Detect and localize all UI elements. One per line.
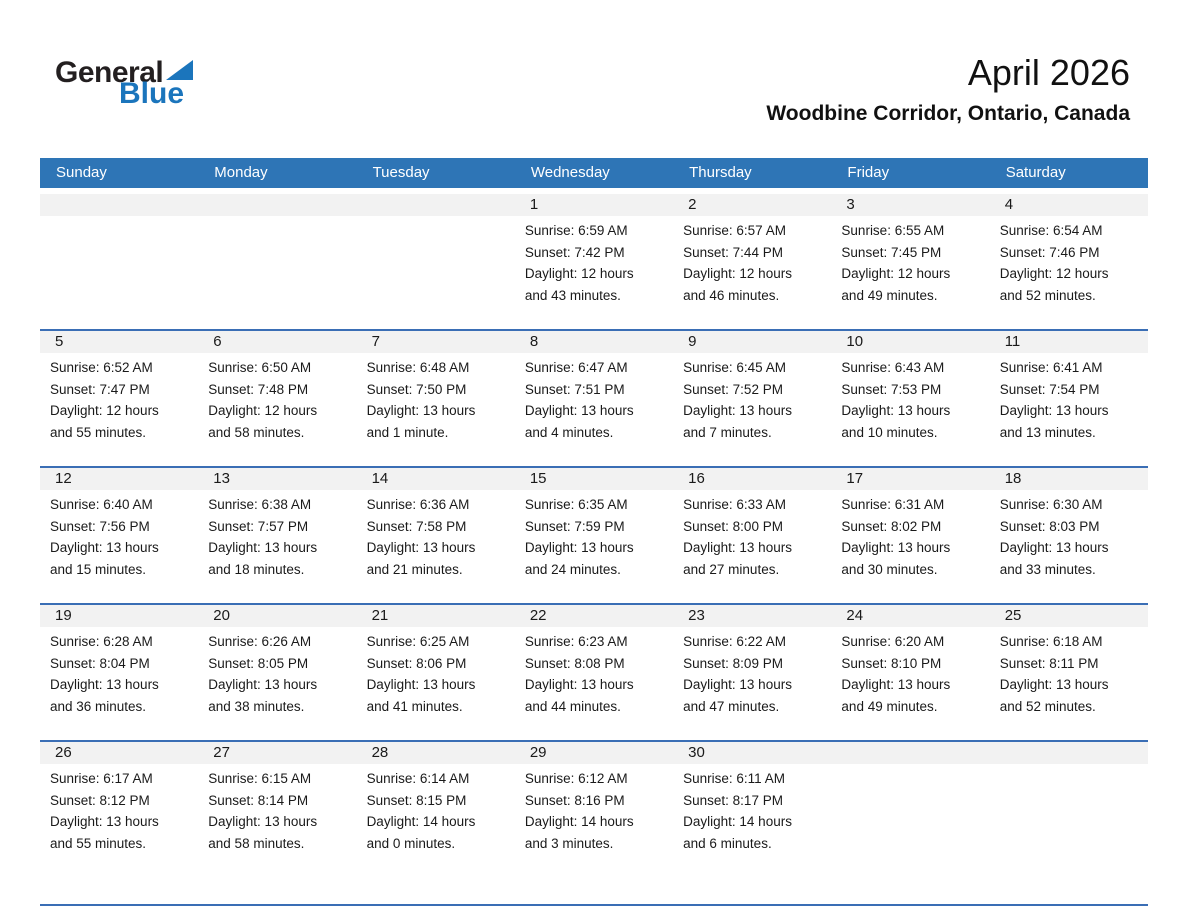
week-row xyxy=(40,603,1148,740)
daylight-text-line2: and 10 minutes. xyxy=(841,424,938,440)
day-details xyxy=(673,216,831,306)
day-cell xyxy=(198,605,356,717)
daylight-text-line1: Daylight: 13 hours xyxy=(683,403,792,418)
day-details xyxy=(40,627,198,717)
day-number: 5 xyxy=(40,331,198,353)
day-cell xyxy=(357,331,515,443)
day-details xyxy=(673,764,831,854)
daylight-text-line2: and 7 minutes. xyxy=(683,424,772,440)
day-cell xyxy=(40,605,198,717)
sunrise-text: Sunrise: 6:28 AM xyxy=(50,634,153,649)
sunrise-text: Sunrise: 6:38 AM xyxy=(208,497,312,512)
empty-day-cell xyxy=(990,742,1148,854)
sunset-text: Sunset: 7:56 PM xyxy=(50,518,150,534)
daylight-text-line1: Daylight: 13 hours xyxy=(366,540,476,555)
sunset-text: Sunset: 8:17 PM xyxy=(683,792,783,808)
daylight-text-line2: and 27 minutes. xyxy=(683,561,780,577)
sunset-text: Sunset: 7:54 PM xyxy=(999,381,1100,397)
daylight-text-line1: Daylight: 12 hours xyxy=(50,403,159,418)
day-number: 6 xyxy=(198,331,356,353)
daylight-text-line1: Daylight: 13 hours xyxy=(999,540,1109,555)
daylight-text-line2: and 13 minutes. xyxy=(999,424,1096,440)
daylight-text-line1: Daylight: 13 hours xyxy=(841,540,951,555)
weekday-header-wednesday: Wednesday xyxy=(530,164,610,181)
sunset-text: Sunset: 8:00 PM xyxy=(683,518,783,534)
sunrise-text: Sunrise: 6:47 AM xyxy=(524,360,628,375)
day-cell xyxy=(515,194,673,306)
day-cell xyxy=(831,605,989,717)
day-details xyxy=(357,490,515,580)
day-details xyxy=(673,490,831,580)
daylight-text-line1: Daylight: 13 hours xyxy=(841,677,951,692)
day-details xyxy=(831,627,989,717)
sunset-text: Sunset: 8:14 PM xyxy=(208,792,309,808)
day-number xyxy=(357,194,515,216)
daylight-text-line1: Daylight: 13 hours xyxy=(524,677,634,692)
day-number: 2 xyxy=(673,194,831,216)
sunset-text: Sunset: 8:11 PM xyxy=(999,655,1099,671)
day-number: 25 xyxy=(990,605,1148,627)
day-number: 12 xyxy=(40,468,198,490)
day-cell xyxy=(198,331,356,443)
day-details xyxy=(673,353,831,443)
month-title: April 2026 xyxy=(967,52,1130,93)
daylight-text-line2: and 52 minutes. xyxy=(999,287,1096,303)
daylight-text-line2: and 21 minutes. xyxy=(366,561,463,577)
day-number: 19 xyxy=(40,605,198,627)
day-details xyxy=(198,216,356,220)
daylight-text-line1: Daylight: 13 hours xyxy=(208,814,318,829)
sunset-text: Sunset: 7:50 PM xyxy=(366,381,467,397)
daylight-text-line2: and 0 minutes. xyxy=(366,835,456,851)
daylight-text-line1: Daylight: 13 hours xyxy=(841,403,951,418)
sunrise-text: Sunrise: 6:35 AM xyxy=(524,497,628,512)
sunset-text: Sunset: 7:42 PM xyxy=(524,244,625,260)
sunset-text: Sunset: 7:53 PM xyxy=(841,381,942,397)
day-cell xyxy=(40,331,198,443)
day-cell xyxy=(357,468,515,580)
day-number: 4 xyxy=(990,194,1148,216)
sunset-text: Sunset: 8:03 PM xyxy=(999,518,1100,534)
sunset-text: Sunset: 8:10 PM xyxy=(841,655,942,671)
daylight-text-line1: Daylight: 14 hours xyxy=(524,814,634,829)
day-details xyxy=(357,353,515,443)
daylight-text-line1: Daylight: 13 hours xyxy=(208,540,318,555)
sunrise-text: Sunrise: 6:52 AM xyxy=(50,360,153,375)
daylight-text-line2: and 1 minute. xyxy=(366,424,449,440)
empty-day-cell xyxy=(40,194,198,306)
daylight-text-line1: Daylight: 13 hours xyxy=(366,677,476,692)
weekday-header-sunday: Sunday xyxy=(56,164,107,181)
daylight-text-line1: Daylight: 13 hours xyxy=(50,540,159,555)
day-cell xyxy=(515,331,673,443)
day-details xyxy=(40,490,198,580)
week-row xyxy=(40,740,1148,904)
empty-day-cell xyxy=(831,742,989,854)
sunset-text: Sunset: 8:08 PM xyxy=(524,655,625,671)
day-details xyxy=(515,490,673,580)
sunset-text: Sunset: 8:06 PM xyxy=(366,655,467,671)
day-number: 30 xyxy=(673,742,831,764)
day-cell xyxy=(831,331,989,443)
day-number xyxy=(990,742,1148,764)
day-number: 27 xyxy=(198,742,356,764)
daylight-text-line2: and 15 minutes. xyxy=(50,561,147,577)
day-number: 15 xyxy=(515,468,673,490)
daylight-text-line2: and 55 minutes. xyxy=(50,835,147,851)
day-number: 20 xyxy=(198,605,356,627)
day-number: 14 xyxy=(357,468,515,490)
daylight-text-line1: Daylight: 14 hours xyxy=(366,814,476,829)
day-details xyxy=(990,764,1148,768)
sunrise-text: Sunrise: 6:12 AM xyxy=(524,771,628,786)
day-cell xyxy=(357,605,515,717)
day-details xyxy=(40,216,198,220)
day-cell xyxy=(990,331,1148,443)
day-number: 10 xyxy=(831,331,989,353)
day-details xyxy=(990,353,1148,443)
day-number: 7 xyxy=(357,331,515,353)
daylight-text-line2: and 58 minutes. xyxy=(208,424,305,440)
sunset-text: Sunset: 8:15 PM xyxy=(366,792,467,808)
location-subtitle: Woodbine Corridor, Ontario, Canada xyxy=(766,102,1130,125)
day-details xyxy=(357,764,515,854)
day-cell xyxy=(673,194,831,306)
day-details xyxy=(40,353,198,443)
day-details xyxy=(198,353,356,443)
day-cell xyxy=(831,468,989,580)
daylight-text-line2: and 49 minutes. xyxy=(841,287,938,303)
sunrise-text: Sunrise: 6:59 AM xyxy=(524,223,628,238)
sunrise-text: Sunrise: 6:41 AM xyxy=(999,360,1103,375)
sunset-text: Sunset: 8:04 PM xyxy=(50,655,150,671)
sunset-text: Sunset: 8:16 PM xyxy=(524,792,625,808)
sunset-text: Sunset: 7:51 PM xyxy=(524,381,625,397)
day-cell xyxy=(990,605,1148,717)
daylight-text-line1: Daylight: 13 hours xyxy=(366,403,476,418)
day-number: 3 xyxy=(831,194,989,216)
sunrise-text: Sunrise: 6:40 AM xyxy=(50,497,153,512)
day-cell xyxy=(990,468,1148,580)
day-cell xyxy=(831,194,989,306)
sunrise-text: Sunrise: 6:22 AM xyxy=(683,634,786,649)
day-details xyxy=(515,216,673,306)
weekday-header-monday: Monday xyxy=(214,164,268,181)
calendar-weeks xyxy=(40,194,1148,906)
sunset-text: Sunset: 8:05 PM xyxy=(208,655,309,671)
day-cell xyxy=(673,331,831,443)
sunrise-text: Sunrise: 6:11 AM xyxy=(683,771,785,786)
sunset-text: Sunset: 8:02 PM xyxy=(841,518,942,534)
logo-text-blue: Blue xyxy=(119,77,185,110)
day-number: 18 xyxy=(990,468,1148,490)
daylight-text-line1: Daylight: 13 hours xyxy=(999,677,1109,692)
sunrise-text: Sunrise: 6:17 AM xyxy=(50,771,153,786)
day-details xyxy=(515,764,673,854)
day-number: 17 xyxy=(831,468,989,490)
daylight-text-line1: Daylight: 13 hours xyxy=(524,540,634,555)
day-details xyxy=(357,627,515,717)
daylight-text-line2: and 33 minutes. xyxy=(999,561,1096,577)
weekday-header-thursday: Thursday xyxy=(689,164,752,181)
day-number: 13 xyxy=(198,468,356,490)
daylight-text-line2: and 49 minutes. xyxy=(841,698,938,714)
sunset-text: Sunset: 7:58 PM xyxy=(366,518,467,534)
daylight-text-line2: and 30 minutes. xyxy=(841,561,938,577)
sunrise-text: Sunrise: 6:48 AM xyxy=(366,360,470,375)
sunrise-text: Sunrise: 6:54 AM xyxy=(999,223,1103,238)
daylight-text-line2: and 58 minutes. xyxy=(208,835,305,851)
sunset-text: Sunset: 7:45 PM xyxy=(841,244,942,260)
day-details xyxy=(673,627,831,717)
sunset-text: Sunset: 8:09 PM xyxy=(683,655,783,671)
day-details xyxy=(990,490,1148,580)
day-details xyxy=(198,627,356,717)
sunrise-text: Sunrise: 6:25 AM xyxy=(366,634,470,649)
weekday-header-tuesday: Tuesday xyxy=(372,164,430,181)
weekday-header-saturday: Saturday xyxy=(1005,164,1066,181)
sunset-text: Sunset: 7:47 PM xyxy=(50,381,150,397)
day-cell xyxy=(673,742,831,854)
day-details xyxy=(831,216,989,306)
day-number: 29 xyxy=(515,742,673,764)
sunrise-text: Sunrise: 6:30 AM xyxy=(999,497,1103,512)
day-number: 23 xyxy=(673,605,831,627)
daylight-text-line2: and 55 minutes. xyxy=(50,424,147,440)
empty-day-cell xyxy=(198,194,356,306)
day-number xyxy=(198,194,356,216)
daylight-text-line1: Daylight: 14 hours xyxy=(683,814,792,829)
sunrise-text: Sunrise: 6:18 AM xyxy=(999,634,1103,649)
day-cell xyxy=(40,742,198,854)
daylight-text-line2: and 44 minutes. xyxy=(524,698,621,714)
daylight-text-line1: Daylight: 13 hours xyxy=(683,540,792,555)
daylight-text-line1: Daylight: 13 hours xyxy=(50,814,159,829)
day-details xyxy=(831,490,989,580)
day-number: 26 xyxy=(40,742,198,764)
day-cell xyxy=(990,194,1148,306)
day-details xyxy=(357,216,515,220)
daylight-text-line2: and 18 minutes. xyxy=(208,561,305,577)
calendar xyxy=(40,158,1148,906)
empty-day-cell xyxy=(357,194,515,306)
sunrise-text: Sunrise: 6:23 AM xyxy=(524,634,628,649)
daylight-text-line2: and 47 minutes. xyxy=(683,698,780,714)
day-number: 9 xyxy=(673,331,831,353)
daylight-text-line1: Daylight: 12 hours xyxy=(208,403,318,418)
sunrise-text: Sunrise: 6:26 AM xyxy=(208,634,312,649)
day-number: 8 xyxy=(515,331,673,353)
day-details xyxy=(831,353,989,443)
day-number: 11 xyxy=(990,331,1148,353)
daylight-text-line2: and 3 minutes. xyxy=(524,835,614,851)
day-cell xyxy=(673,605,831,717)
week-row xyxy=(40,194,1148,329)
day-details xyxy=(990,216,1148,306)
sunrise-text: Sunrise: 6:36 AM xyxy=(366,497,470,512)
sunset-text: Sunset: 7:46 PM xyxy=(999,244,1100,260)
title-block xyxy=(766,52,1130,126)
week-row xyxy=(40,329,1148,466)
sunrise-text: Sunrise: 6:33 AM xyxy=(683,497,786,512)
sunset-text: Sunset: 7:57 PM xyxy=(208,518,309,534)
daylight-text-line2: and 46 minutes. xyxy=(683,287,780,303)
day-number: 16 xyxy=(673,468,831,490)
sunrise-text: Sunrise: 6:31 AM xyxy=(841,497,945,512)
daylight-text-line1: Daylight: 12 hours xyxy=(841,266,951,281)
daylight-text-line1: Daylight: 12 hours xyxy=(524,266,634,281)
day-cell xyxy=(673,468,831,580)
daylight-text-line2: and 41 minutes. xyxy=(366,698,463,714)
sunrise-text: Sunrise: 6:55 AM xyxy=(841,223,945,238)
daylight-text-line2: and 43 minutes. xyxy=(524,287,621,303)
page-header xyxy=(0,0,1188,158)
daylight-text-line1: Daylight: 13 hours xyxy=(999,403,1109,418)
logo-text-general: General xyxy=(55,56,164,89)
daylight-text-line2: and 38 minutes. xyxy=(208,698,305,714)
day-cell xyxy=(198,742,356,854)
daylight-text-line1: Daylight: 13 hours xyxy=(208,677,318,692)
weekday-header-row xyxy=(40,158,1148,188)
day-number xyxy=(831,742,989,764)
sunrise-text: Sunrise: 6:43 AM xyxy=(841,360,945,375)
sunrise-text: Sunrise: 6:57 AM xyxy=(683,223,786,238)
sunset-text: Sunset: 7:44 PM xyxy=(683,244,783,260)
day-details xyxy=(198,764,356,854)
daylight-text-line1: Daylight: 13 hours xyxy=(683,677,792,692)
day-details xyxy=(40,764,198,854)
day-cell xyxy=(357,742,515,854)
daylight-text-line2: and 52 minutes. xyxy=(999,698,1096,714)
sunrise-text: Sunrise: 6:15 AM xyxy=(208,771,312,786)
day-number: 21 xyxy=(357,605,515,627)
general-blue-logo xyxy=(55,58,193,109)
sunset-text: Sunset: 8:12 PM xyxy=(50,792,150,808)
day-details xyxy=(831,764,989,768)
daylight-text-line2: and 4 minutes. xyxy=(524,424,614,440)
sunrise-text: Sunrise: 6:50 AM xyxy=(208,360,312,375)
daylight-text-line1: Daylight: 13 hours xyxy=(524,403,634,418)
daylight-text-line1: Daylight: 12 hours xyxy=(999,266,1109,281)
day-cell xyxy=(515,468,673,580)
day-number: 24 xyxy=(831,605,989,627)
daylight-text-line1: Daylight: 12 hours xyxy=(683,266,792,281)
day-cell xyxy=(515,605,673,717)
day-number: 28 xyxy=(357,742,515,764)
sunrise-text: Sunrise: 6:20 AM xyxy=(841,634,945,649)
day-number: 1 xyxy=(515,194,673,216)
day-details xyxy=(198,490,356,580)
day-cell xyxy=(198,468,356,580)
day-number: 22 xyxy=(515,605,673,627)
sunset-text: Sunset: 7:59 PM xyxy=(524,518,625,534)
sunset-text: Sunset: 7:52 PM xyxy=(683,381,783,397)
day-cell xyxy=(515,742,673,854)
sunset-text: Sunset: 7:48 PM xyxy=(208,381,309,397)
week-row xyxy=(40,466,1148,603)
daylight-text-line1: Daylight: 13 hours xyxy=(50,677,159,692)
sunrise-text: Sunrise: 6:45 AM xyxy=(683,360,786,375)
weekday-header-friday: Friday xyxy=(847,164,890,181)
day-details xyxy=(990,627,1148,717)
daylight-text-line2: and 24 minutes. xyxy=(524,561,621,577)
sunrise-text: Sunrise: 6:14 AM xyxy=(366,771,470,786)
daylight-text-line2: and 36 minutes. xyxy=(50,698,147,714)
day-cell xyxy=(40,468,198,580)
daylight-text-line2: and 6 minutes. xyxy=(683,835,772,851)
day-details xyxy=(515,353,673,443)
day-number xyxy=(40,194,198,216)
day-details xyxy=(515,627,673,717)
